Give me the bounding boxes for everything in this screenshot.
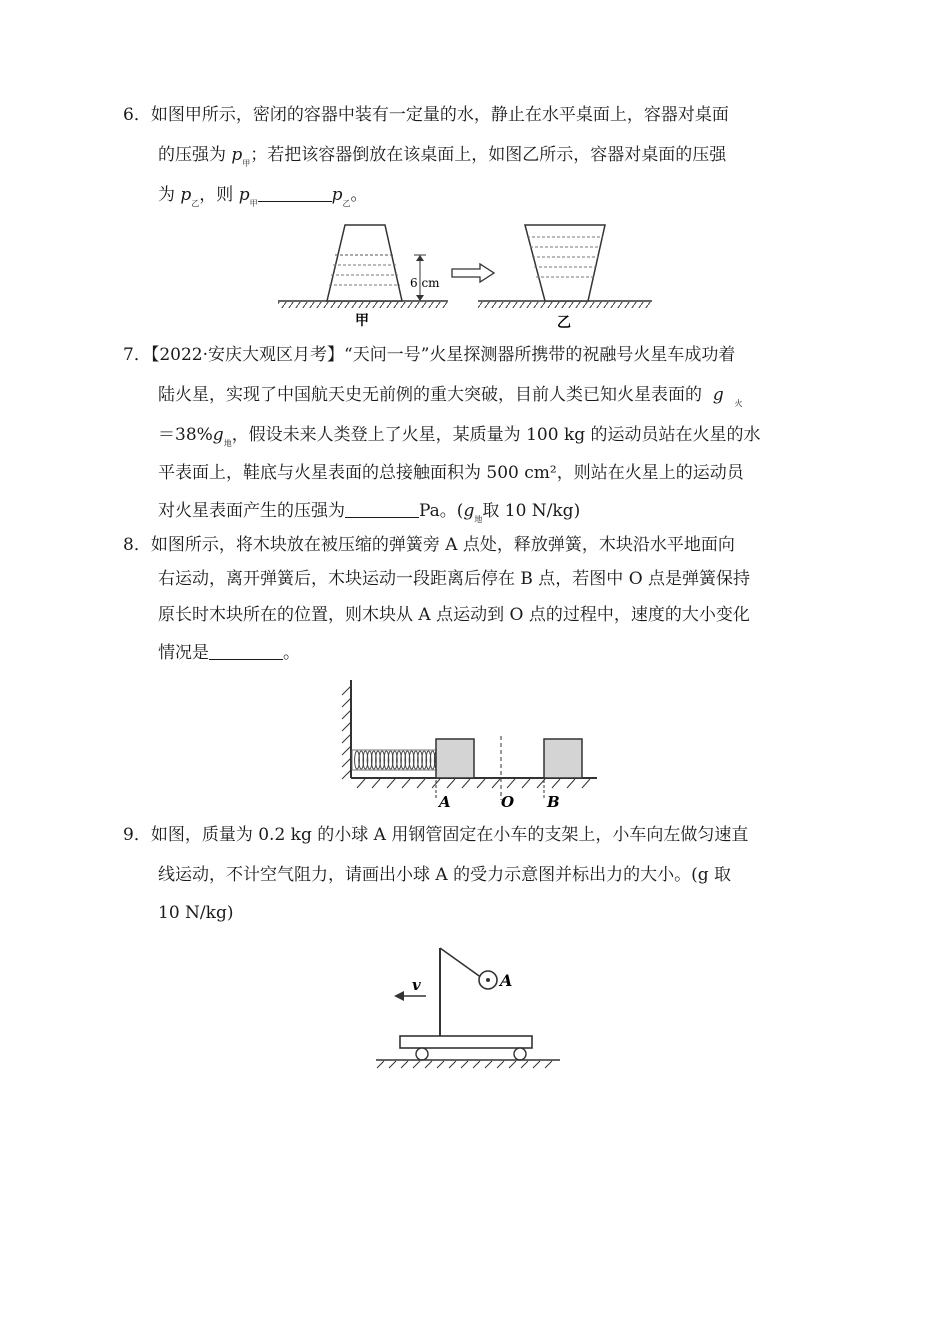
label-o: O bbox=[501, 793, 515, 811]
q8-line-2: 右运动，离开弹簧后，木块运动一段距离后停在 B 点，若图中 O 点是弹簧保持 bbox=[158, 569, 751, 589]
answer-blank[interactable] bbox=[209, 645, 283, 660]
label-ball-a: A bbox=[500, 971, 513, 990]
label-yi: 乙 bbox=[557, 315, 571, 331]
wheel-right bbox=[514, 1048, 526, 1060]
answer-blank[interactable] bbox=[345, 503, 419, 518]
q8-figure-spring-block bbox=[335, 676, 615, 816]
q9-figure-cart bbox=[368, 940, 568, 1070]
q9-line-1: 9．如图，质量为 0.2 kg 的小球 A 用钢管固定在小车的支架上，小车向左做匀速直 bbox=[123, 825, 749, 845]
ground-hatch bbox=[377, 1061, 552, 1068]
source-tag: 【2022·安庆大观区月考】 bbox=[150, 345, 344, 365]
steel-rod bbox=[440, 948, 482, 978]
q7-line-5: 对火星表面产生的压强为 Pa。($g_地$取 10 N/kg) bbox=[158, 501, 581, 524]
ground-hatch bbox=[278, 302, 448, 308]
q8-line-3: 原长时木块所在的位置，则木块从 A 点运动到 O 点的过程中，速度的大小变化 bbox=[158, 605, 750, 625]
answer-blank[interactable] bbox=[258, 187, 332, 202]
height-label: 6 cm bbox=[410, 276, 440, 290]
q9-line-3: 10 N/kg) bbox=[158, 903, 234, 923]
question-number: 6． bbox=[123, 105, 151, 125]
arrow-left-icon bbox=[394, 991, 404, 1001]
q8-line-1: 8．如图所示，将木块放在被压缩的弹簧旁 A 点处，释放弹簧，木块沿水平地面向 bbox=[123, 535, 735, 555]
container-jia bbox=[327, 225, 402, 301]
arrow-right-icon bbox=[452, 264, 494, 282]
q6-line-2: 的压强为 $p_甲$；若把该容器倒放在该桌面上，如图乙所示，容器对桌面的压强 bbox=[158, 145, 727, 168]
q7-line-3: $=38\%g_地$，假设未来人类登上了火星，某质量为 100 kg 的运动员站在火星的水 bbox=[158, 425, 761, 448]
floor-hatch bbox=[357, 779, 590, 788]
wheel-left bbox=[416, 1048, 428, 1060]
q7-line-2: 陆火星，实现了中国航天史无前例的重大突破，目前人类已知火星表面的 g $_火$ bbox=[158, 385, 743, 408]
q9-line-2: 线运动，不计空气阻力，请画出小球 A 的受力示意图并标出力的大小。(g 取 bbox=[158, 865, 732, 885]
container-yi bbox=[525, 225, 605, 301]
q6-figure-containers bbox=[270, 215, 670, 330]
wall-hatch bbox=[342, 686, 351, 779]
block-at-a bbox=[436, 739, 474, 778]
q7-line-4: 平表面上，鞋底与火星表面的总接触面积为 500 cm²，则站在火星上的运动员 bbox=[158, 463, 744, 483]
q8-line-4: 情况是 。 bbox=[158, 643, 300, 663]
q6-line-1: 6．如图甲所示，密闭的容器中装有一定量的水，静止在水平桌面上，容器对桌面 bbox=[123, 105, 729, 125]
label-jia: 甲 bbox=[355, 313, 369, 329]
spring bbox=[352, 750, 436, 770]
label-a: A bbox=[439, 793, 451, 811]
label-v: v bbox=[412, 976, 421, 994]
q6-line-3: 为 $p_乙$，则 $p_甲$ $p_乙$。 bbox=[158, 185, 368, 208]
block-at-b bbox=[544, 739, 582, 778]
label-b: B bbox=[547, 793, 560, 811]
q7-line-1: 7．【2022·安庆大观区月考】“天问一号”火星探测器所携带的祝融号火星车成功着 bbox=[123, 345, 736, 365]
cart-body bbox=[400, 1036, 532, 1048]
